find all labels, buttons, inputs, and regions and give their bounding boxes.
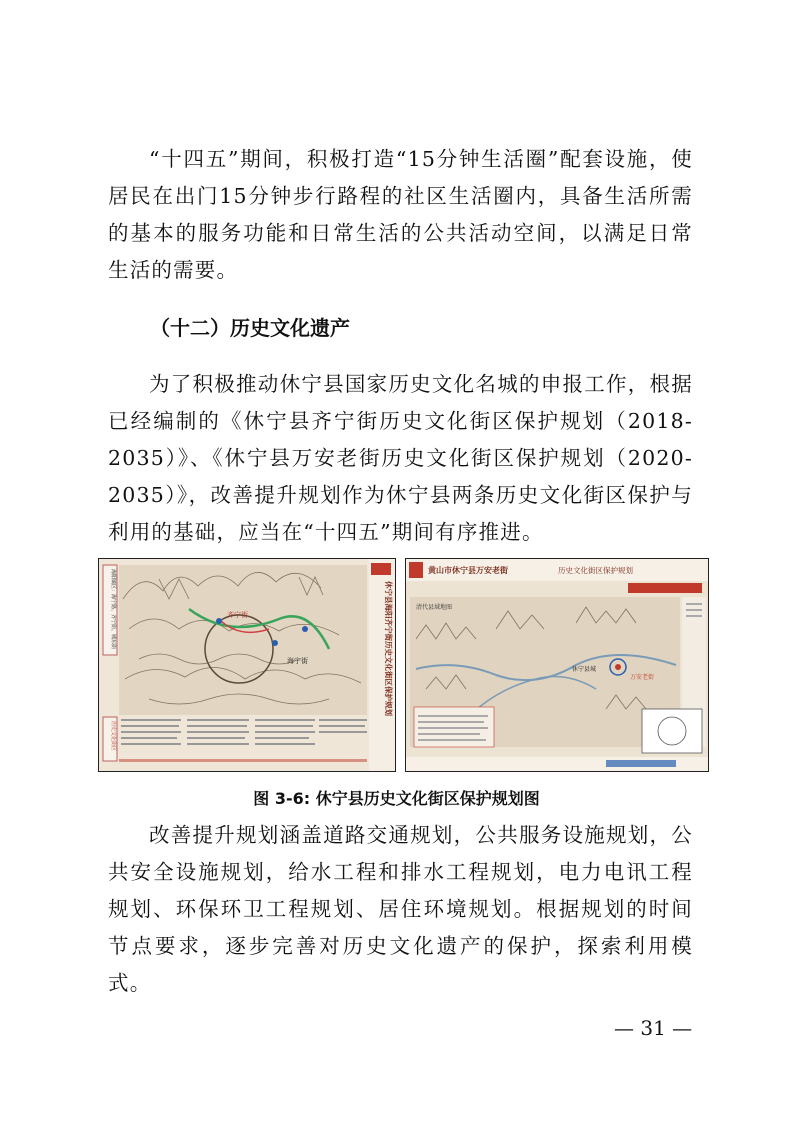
right-map-title: 黄山市休宁县万安老街 (428, 566, 508, 575)
place-label-wanan: 万安老街 (630, 674, 655, 681)
place-label-qining: 齐宁街 (227, 611, 248, 619)
left-side-tag: 海阳镇区：海宁路、齐宁街、城东街 (110, 569, 116, 650)
paragraph-historic-city-application: 为了积极推动休宁县国家历史文化名城的申报工作，根据已经编制的《休宁县齐宁街历史文化街区保护规划（2018-2035）》、《休宁县万安老街历史文化街区保护规划（2020-2035）》，改善提升规划作为休宁县两条历史文化街区保护与利用的基础，应当在“十四五”期间有序推进。 (108, 372, 693, 544)
right-map-label: 清代县域地图 (416, 604, 453, 611)
place-label-county-seat: 休宁县城 (572, 666, 597, 673)
paragraph-15-min-life-circle: “十四五”期间，积极打造“15分钟生活圈”配套设施，使居民在出门15分钟步行路程的社区生活圈内，具备生活所需的基本的服务功能和日常生活的公共活动空间，以满足日常生活的需要。 (108, 147, 693, 282)
section-heading: （十二）历史文化遗产 (150, 316, 350, 340)
wanan-map-drawing (406, 559, 708, 771)
figure-caption: 图 3-6: 休宁县历史文化街区保护规划图 (253, 789, 540, 808)
left-map-vertical-title: 休宁县海阳齐宁街历史文化街区保护规划 (384, 581, 393, 716)
place-label-haining: 海宁街 (287, 657, 308, 665)
page-number: — 31 — (614, 1016, 693, 1040)
qining-map-drawing (99, 559, 395, 771)
figure-qining-street-map (98, 558, 396, 772)
right-map-subtitle: 历史文化街区保护规划 (558, 566, 633, 575)
left-side-tag-2: 历史文化街区 (110, 721, 116, 752)
paragraph-improvement-plan: 改善提升规划涵盖道路交通规划，公共服务设施规划，公共安全设施规划，给水工程和排水工程规划，电力电讯工程规划、环保环卫工程规划、居住环境规划。根据规划的时间节点要求，逐步完善对历史文化遗产的保护，探索利用模式。 (108, 823, 693, 995)
figure-wanan-street-map (405, 558, 709, 772)
